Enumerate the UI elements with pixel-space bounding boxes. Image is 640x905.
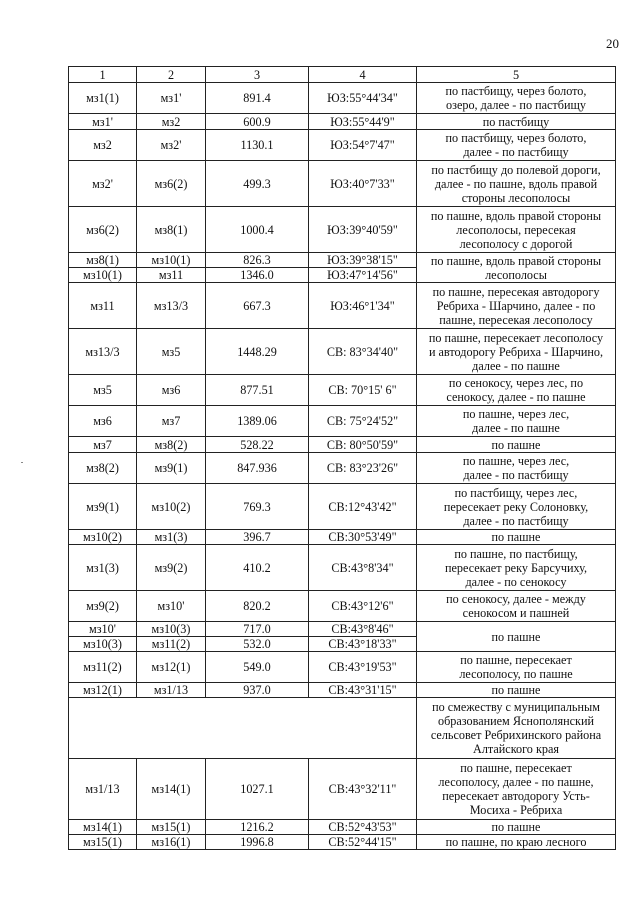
description-cell: по пашне bbox=[417, 683, 616, 698]
length-cell: 891.4 bbox=[206, 83, 309, 114]
merged-blank-cell bbox=[69, 698, 417, 759]
to-point-cell: мз9(1) bbox=[137, 453, 206, 484]
description-cell: по сенокосу, через лес, по сенокосу, далее - по пашне bbox=[417, 375, 616, 406]
table-row bbox=[69, 484, 616, 530]
table-row bbox=[69, 437, 616, 453]
description-cell: по пашне bbox=[417, 820, 616, 835]
from-point-cell: мз1/13 bbox=[69, 759, 137, 820]
description-cell: по пашне bbox=[417, 622, 616, 652]
table-row bbox=[69, 253, 616, 268]
to-point-cell: мз2 bbox=[137, 114, 206, 130]
to-point-cell: мз13/3 bbox=[137, 283, 206, 329]
margin-mark bbox=[21, 462, 23, 463]
to-point-cell: мз6(2) bbox=[137, 161, 206, 207]
table-row bbox=[69, 130, 616, 161]
table-row bbox=[69, 83, 616, 114]
to-point-cell: мз1' bbox=[137, 83, 206, 114]
direction-cell: СВ:12°43'42" bbox=[309, 484, 417, 530]
page-number: 20 bbox=[606, 36, 619, 51]
to-point-cell: мз8(2) bbox=[137, 437, 206, 453]
direction-cell: ЮЗ:55°44'9" bbox=[309, 114, 417, 130]
table-row bbox=[69, 161, 616, 207]
length-cell: 769.3 bbox=[206, 484, 309, 530]
description-cell: по пашне, вдоль правой стороны лесополосы bbox=[417, 253, 616, 283]
direction-cell: СВ:43°8'34" bbox=[309, 545, 417, 591]
from-point-cell: мз5 bbox=[69, 375, 137, 406]
header-row bbox=[69, 67, 616, 83]
description-cell: по пастбищу bbox=[417, 114, 616, 130]
description-cell: по пашне, пересекает лесополосу, далее - по пашне, пересекает автодорогу Усть- Мосиха - Ребриха bbox=[417, 759, 616, 820]
from-point-cell: мз9(1) bbox=[69, 484, 137, 530]
length-cell: 396.7 bbox=[206, 530, 309, 545]
to-point-cell: мз8(1) bbox=[137, 207, 206, 253]
description-cell: по пашне, пересекает лесополосу, по пашне bbox=[417, 652, 616, 683]
direction-cell: СВ:52°44'15" bbox=[309, 835, 417, 850]
description-cell: по пашне, пересекая автодорогу Ребриха - Шарчино, далее - по пашне, пересекая лесополосу bbox=[417, 283, 616, 329]
direction-cell: СВ:52°43'53" bbox=[309, 820, 417, 835]
from-point-cell: мз14(1) bbox=[69, 820, 137, 835]
from-point-cell: мз6 bbox=[69, 406, 137, 437]
table-row bbox=[69, 329, 616, 375]
header-cell: 3 bbox=[206, 67, 309, 83]
direction-cell: СВ:43°18'33" bbox=[309, 637, 417, 652]
header-cell: 2 bbox=[137, 67, 206, 83]
length-cell: 499.3 bbox=[206, 161, 309, 207]
from-point-cell: мз1(3) bbox=[69, 545, 137, 591]
to-point-cell: мз6 bbox=[137, 375, 206, 406]
direction-cell: СВ: 83°23'26" bbox=[309, 453, 417, 484]
table-row bbox=[69, 820, 616, 835]
to-point-cell: мз11 bbox=[137, 268, 206, 283]
from-point-cell: мз2' bbox=[69, 161, 137, 207]
from-point-cell: мз10(1) bbox=[69, 268, 137, 283]
to-point-cell: мз10(1) bbox=[137, 253, 206, 268]
table-row bbox=[69, 375, 616, 406]
table-row bbox=[69, 114, 616, 130]
from-point-cell: мз6(2) bbox=[69, 207, 137, 253]
direction-cell: ЮЗ:55°44'34" bbox=[309, 83, 417, 114]
direction-cell: СВ:43°19'53" bbox=[309, 652, 417, 683]
description-cell: по пастбищу до полевой дороги, далее - по пашне, вдоль правой стороны лесополосы bbox=[417, 161, 616, 207]
direction-cell: СВ: 70°15' 6" bbox=[309, 375, 417, 406]
direction-cell: СВ: 75°24'52" bbox=[309, 406, 417, 437]
length-cell: 549.0 bbox=[206, 652, 309, 683]
direction-cell: ЮЗ:39°38'15" bbox=[309, 253, 417, 268]
to-point-cell: мз9(2) bbox=[137, 545, 206, 591]
table-body bbox=[69, 83, 616, 850]
adjacency-row bbox=[69, 698, 616, 759]
description-cell: по пашне, через лес, далее - по пастбищу bbox=[417, 453, 616, 484]
direction-cell: СВ:43°32'11" bbox=[309, 759, 417, 820]
from-point-cell: мз2 bbox=[69, 130, 137, 161]
to-point-cell: мз16(1) bbox=[137, 835, 206, 850]
description-cell: по пашне, по краю лесного bbox=[417, 835, 616, 850]
description-cell: по пашне, через лес, далее - по пашне bbox=[417, 406, 616, 437]
from-point-cell: мз1' bbox=[69, 114, 137, 130]
from-point-cell: мз10(3) bbox=[69, 637, 137, 652]
from-point-cell: мз9(2) bbox=[69, 591, 137, 622]
length-cell: 847.936 bbox=[206, 453, 309, 484]
to-point-cell: мз2' bbox=[137, 130, 206, 161]
table-row bbox=[69, 835, 616, 850]
table-row bbox=[69, 622, 616, 637]
length-cell: 410.2 bbox=[206, 545, 309, 591]
to-point-cell: мз10(3) bbox=[137, 622, 206, 637]
description-cell: по пашне, по пастбищу, пересекает реку Барсучиху, далее - по сенокосу bbox=[417, 545, 616, 591]
length-cell: 532.0 bbox=[206, 637, 309, 652]
table-row bbox=[69, 283, 616, 329]
description-cell: по сенокосу, далее - между сенокосом и пашней bbox=[417, 591, 616, 622]
table-row bbox=[69, 530, 616, 545]
length-cell: 937.0 bbox=[206, 683, 309, 698]
table-row bbox=[69, 545, 616, 591]
table-row bbox=[69, 759, 616, 820]
from-point-cell: мз10' bbox=[69, 622, 137, 637]
direction-cell: ЮЗ:46°1'34" bbox=[309, 283, 417, 329]
length-cell: 877.51 bbox=[206, 375, 309, 406]
length-cell: 1448.29 bbox=[206, 329, 309, 375]
header-cell: 4 bbox=[309, 67, 417, 83]
direction-cell: ЮЗ:47°14'56" bbox=[309, 268, 417, 283]
to-point-cell: мз1(3) bbox=[137, 530, 206, 545]
length-cell: 717.0 bbox=[206, 622, 309, 637]
to-point-cell: мз11(2) bbox=[137, 637, 206, 652]
direction-cell: СВ:43°12'6" bbox=[309, 591, 417, 622]
table-row bbox=[69, 652, 616, 683]
length-cell: 1000.4 bbox=[206, 207, 309, 253]
from-point-cell: мз11 bbox=[69, 283, 137, 329]
from-point-cell: мз12(1) bbox=[69, 683, 137, 698]
direction-cell: ЮЗ:54°7'47" bbox=[309, 130, 417, 161]
description-cell: по пастбищу, через болото, озеро, далее - по пастбищу bbox=[417, 83, 616, 114]
length-cell: 1216.2 bbox=[206, 820, 309, 835]
table-row bbox=[69, 683, 616, 698]
to-point-cell: мз12(1) bbox=[137, 652, 206, 683]
from-point-cell: мз15(1) bbox=[69, 835, 137, 850]
direction-cell: ЮЗ:39°40'59" bbox=[309, 207, 417, 253]
length-cell: 820.2 bbox=[206, 591, 309, 622]
description-cell: по пашне, вдоль правой стороны лесополосы, пересекая лесополосу с дорогой bbox=[417, 207, 616, 253]
table-row bbox=[69, 207, 616, 253]
direction-cell: СВ: 83°34'40" bbox=[309, 329, 417, 375]
length-cell: 826.3 bbox=[206, 253, 309, 268]
to-point-cell: мз7 bbox=[137, 406, 206, 437]
description-cell: по смежеству с муниципальным образованием Яснополянский сельсовет Ребрихинского района Алтайского края bbox=[417, 698, 616, 759]
direction-cell: СВ:43°8'46" bbox=[309, 622, 417, 637]
length-cell: 528.22 bbox=[206, 437, 309, 453]
length-cell: 1389.06 bbox=[206, 406, 309, 437]
from-point-cell: мз11(2) bbox=[69, 652, 137, 683]
description-cell: по пашне bbox=[417, 437, 616, 453]
length-cell: 1130.1 bbox=[206, 130, 309, 161]
table-row bbox=[69, 453, 616, 484]
length-cell: 1996.8 bbox=[206, 835, 309, 850]
description-cell: по пашне bbox=[417, 530, 616, 545]
length-cell: 667.3 bbox=[206, 283, 309, 329]
description-cell: по пастбищу, через лес, пересекает реку Солоновку, далее - по пастбищу bbox=[417, 484, 616, 530]
from-point-cell: мз10(2) bbox=[69, 530, 137, 545]
to-point-cell: мз10' bbox=[137, 591, 206, 622]
from-point-cell: мз8(1) bbox=[69, 253, 137, 268]
table-row bbox=[69, 406, 616, 437]
to-point-cell: мз5 bbox=[137, 329, 206, 375]
description-cell: по пастбищу, через болото, далее - по пастбищу bbox=[417, 130, 616, 161]
length-cell: 600.9 bbox=[206, 114, 309, 130]
length-cell: 1027.1 bbox=[206, 759, 309, 820]
to-point-cell: мз1/13 bbox=[137, 683, 206, 698]
direction-cell: СВ:43°31'15" bbox=[309, 683, 417, 698]
length-cell: 1346.0 bbox=[206, 268, 309, 283]
from-point-cell: мз1(1) bbox=[69, 83, 137, 114]
direction-cell: СВ:30°53'49" bbox=[309, 530, 417, 545]
from-point-cell: мз13/3 bbox=[69, 329, 137, 375]
to-point-cell: мз15(1) bbox=[137, 820, 206, 835]
from-point-cell: мз7 bbox=[69, 437, 137, 453]
to-point-cell: мз14(1) bbox=[137, 759, 206, 820]
description-cell: по пашне, пересекает лесополосу и автодорогу Ребриха - Шарчино, далее - по пашне bbox=[417, 329, 616, 375]
direction-cell: ЮЗ:40°7'33" bbox=[309, 161, 417, 207]
direction-cell: СВ: 80°50'59" bbox=[309, 437, 417, 453]
table-row bbox=[69, 591, 616, 622]
from-point-cell: мз8(2) bbox=[69, 453, 137, 484]
header-cell: 1 bbox=[69, 67, 137, 83]
header-cell: 5 bbox=[417, 67, 616, 83]
to-point-cell: мз10(2) bbox=[137, 484, 206, 530]
boundary-table bbox=[68, 66, 616, 850]
